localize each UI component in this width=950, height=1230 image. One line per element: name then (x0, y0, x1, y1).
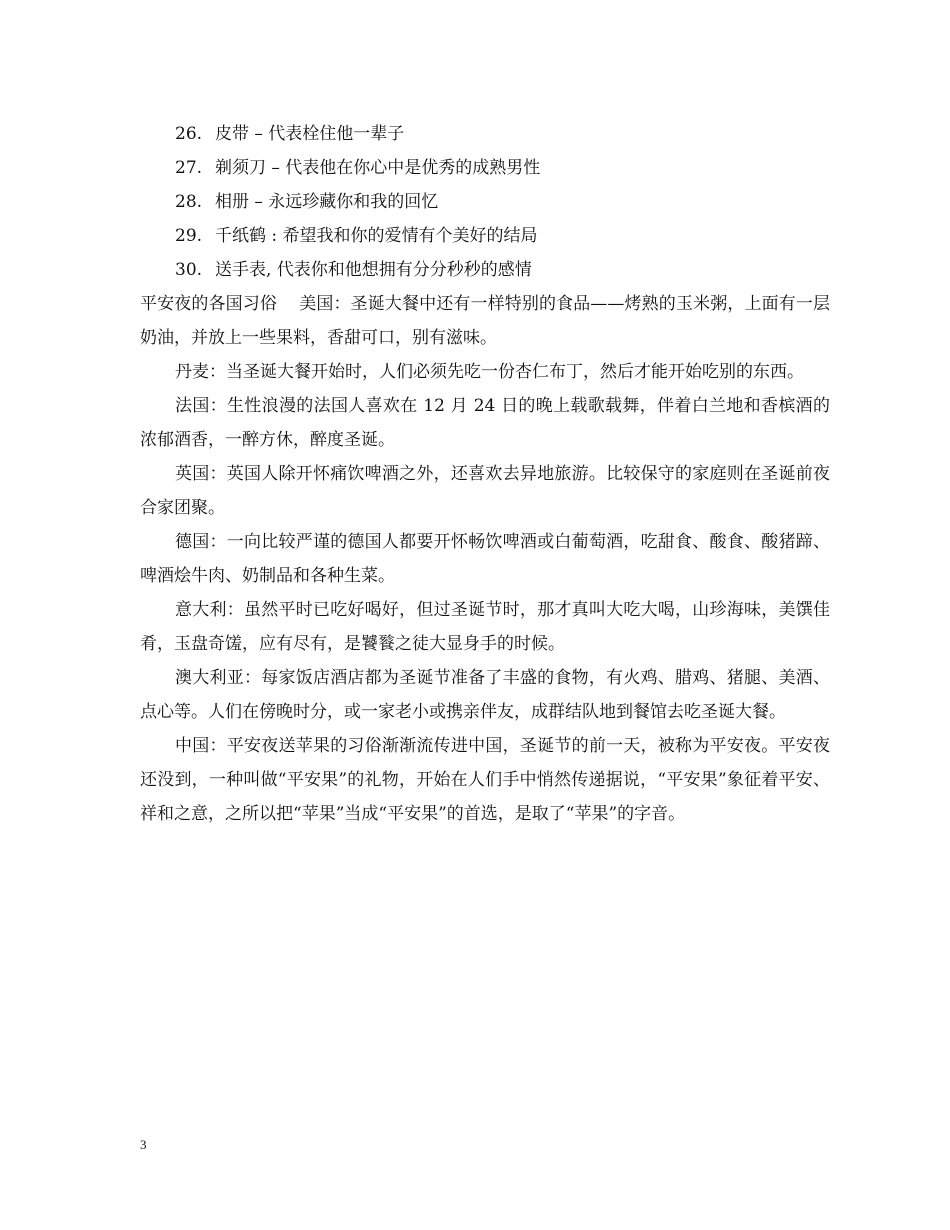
paragraph-usa: 平安夜的各国习俗 美国：圣诞大餐中还有一样特别的食品——烤熟的玉米粥，上面有一层奶油，并放上一些果料，香甜可口，别有滋味。 (140, 294, 830, 348)
list-item-number: 27. (175, 158, 203, 178)
list-item (140, 219, 830, 253)
paragraph-australia: 澳大利亚：每家饭店酒店都为圣诞节准备了丰盛的食物，有火鸡、腊鸡、猪腿、美酒、点心等。人们在傍晚时分，或一家老小或携亲伴友，成群结队地到餐馆去吃圣诞大餐。 (140, 668, 830, 722)
list-item (140, 185, 830, 219)
document-body (140, 117, 830, 831)
list-item-number: 29. (175, 226, 203, 246)
list-item (140, 151, 830, 185)
list-item (140, 253, 830, 287)
paragraph-china: 中国：平安夜送苹果的习俗渐渐流传进中国，圣诞节的前一天，被称为平安夜。平安夜还没到，一种叫做“平安果”的礼物，开始在人们手中悄然传递据说，“平安果”象征着平安、祥和之意，之所以把“苹果”当成“平安果”的首选，是取了“苹果”的字音。 (140, 736, 830, 824)
list-item (140, 117, 830, 151)
list-item-number: 26. (175, 124, 203, 144)
list-item-number: 30. (175, 260, 203, 280)
gift-list (140, 117, 830, 287)
paragraph-france: 法国：生性浪漫的法国人喜欢在 12 月 24 日的晚上载歌载舞，伴着白兰地和香槟酒的浓郁酒香，一醉方休，醉度圣诞。 (140, 396, 830, 450)
list-item-text: 送手表, 代表你和他想拥有分分秒秒的感情 (215, 260, 532, 280)
page-number: 3 (140, 1137, 147, 1152)
paragraph-germany: 德国：一向比较严谨的德国人都要开怀畅饮啤酒或白葡萄酒，吃甜食、酸食、酸猪蹄、啤酒烩牛肉、奶制品和各种生菜。 (140, 532, 830, 586)
paragraph-uk: 英国：英国人除开怀痛饮啤酒之外，还喜欢去异地旅游。比较保守的家庭则在圣诞前夜合家团聚。 (140, 464, 830, 518)
list-item-text: 剃须刀 – 代表他在你心中是优秀的成熟男性 (215, 158, 541, 178)
paragraph-italy: 意大利：虽然平时已吃好喝好，但过圣诞节时，那才真叫大吃大喝，山珍海味，美馔佳肴，玉盘奇馐，应有尽有，是饕餮之徒大显身手的时候。 (140, 600, 830, 654)
list-item-text: 相册 – 永远珍藏你和我的回忆 (215, 192, 439, 212)
list-item-number: 28. (175, 192, 203, 212)
list-item-text: 千纸鹤 : 希望我和你的爱情有个美好的结局 (215, 226, 538, 246)
list-item-text: 皮带 – 代表栓住他一辈子 (215, 124, 405, 144)
paragraph-denmark: 丹麦：当圣诞大餐开始时，人们必须先吃一份杏仁布丁，然后才能开始吃别的东西。 (175, 362, 804, 382)
